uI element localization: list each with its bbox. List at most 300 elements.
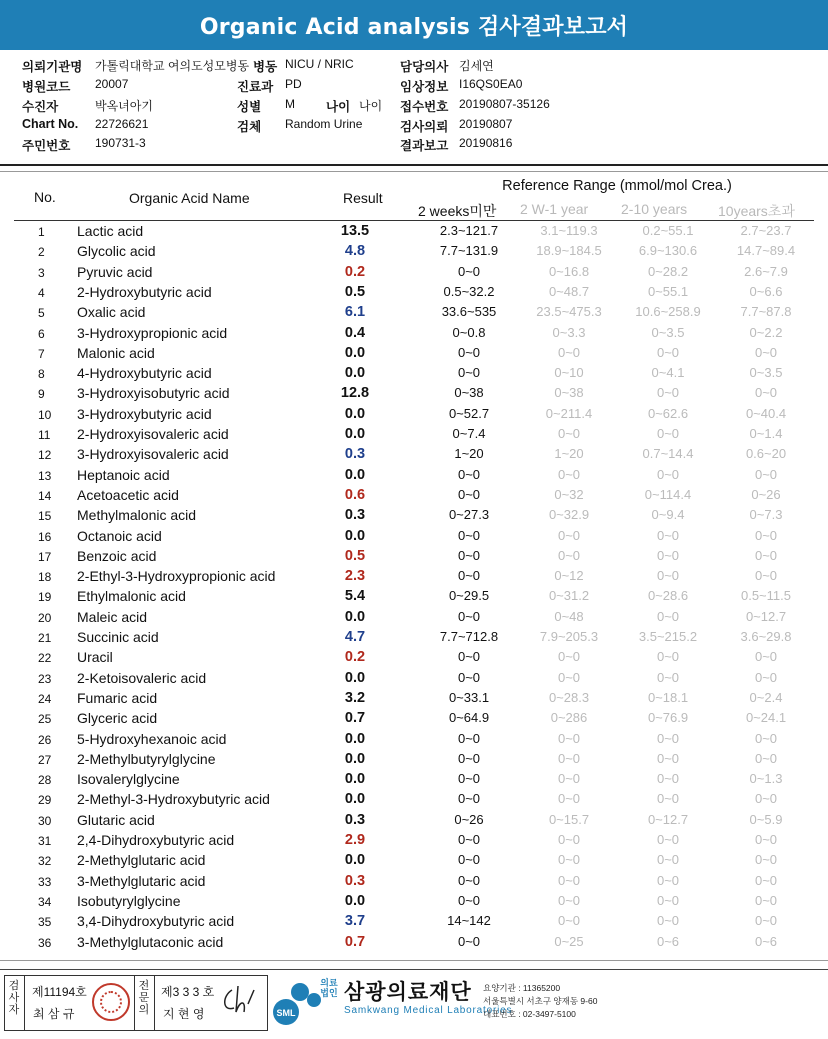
result-value: 0.7 <box>344 710 366 727</box>
acid-name: Isobutyrylglycine <box>77 892 181 909</box>
specimen-label: 검체 <box>237 120 262 134</box>
range-2-weeks: 0~0 <box>457 771 481 787</box>
acid-name: Malonic acid <box>77 344 155 361</box>
row-number: 21 <box>38 631 52 645</box>
range-2-weeks: 0~0 <box>457 365 481 381</box>
result-value: 13.5 <box>340 223 370 239</box>
range-2w-1y: 0~0 <box>557 466 581 482</box>
acid-name: Pyruvic acid <box>77 263 153 280</box>
range-2-10y: 0.2~55.1 <box>642 223 694 238</box>
acid-name: 2-Hydroxybutyric acid <box>77 283 212 300</box>
result-value: 0.7 <box>344 933 366 950</box>
table-row <box>0 487 828 507</box>
table-row <box>0 284 828 304</box>
range-2w-1y: 0~286 <box>550 710 588 726</box>
range-2w-1y: 0~0 <box>557 832 581 847</box>
table-row <box>0 690 828 710</box>
specialist-label: 전문의 <box>138 980 150 1016</box>
range-over-10y: 0~5.9 <box>749 811 783 827</box>
acid-name: Glyceric acid <box>77 710 158 727</box>
range-over-10y: 3.6~29.8 <box>740 629 792 644</box>
range-2-10y: 0~0 <box>656 832 680 847</box>
specimen-value: Random Urine <box>285 117 363 131</box>
range-2-10y: 0~12.7 <box>647 811 689 827</box>
acid-name: Heptanoic acid <box>77 466 170 483</box>
range-over-10y: 0~6 <box>754 933 778 949</box>
acid-name: 3-Hydroxyisobutyric acid <box>77 385 230 402</box>
result-value: 0.0 <box>344 750 366 767</box>
table-row <box>0 325 828 345</box>
acid-name: 2-Hydroxyisovaleric acid <box>77 426 229 442</box>
header-result: Result <box>343 190 383 206</box>
row-number: 11 <box>38 428 51 442</box>
table-row <box>0 771 828 791</box>
result-value: 6.1 <box>344 304 366 321</box>
institution-value: 가톨릭대학교 여의도성모병동 <box>95 59 250 73</box>
resident-no-label: 주민번호 <box>22 139 71 153</box>
range-2-10y: 0~0 <box>656 649 680 665</box>
range-2-10y: 0~0 <box>656 568 680 584</box>
row-number: 27 <box>38 752 52 767</box>
header-range-2: 2 W-1 year <box>520 201 589 217</box>
result-value: 0.0 <box>344 669 366 686</box>
examiner-label: 검사자 <box>8 980 20 1016</box>
table-row <box>0 629 828 649</box>
row-number: 9 <box>38 387 45 402</box>
row-number: 34 <box>38 894 52 909</box>
row-number: 33 <box>38 874 52 889</box>
range-2-10y: 0~0 <box>656 527 680 543</box>
table-top-rule <box>0 171 828 172</box>
range-2-10y: 0~55.1 <box>647 283 689 299</box>
range-2-10y: 0~0 <box>656 385 680 401</box>
range-over-10y: 14.7~89.4 <box>736 243 796 259</box>
acid-name: Succinic acid <box>77 629 159 645</box>
range-2-10y: 0~0 <box>656 608 680 624</box>
range-2w-1y: 3.1~119.3 <box>540 223 598 238</box>
dept-value: PD <box>285 77 302 91</box>
table-row <box>0 223 828 243</box>
header-range-3: 2-10 years <box>621 201 688 217</box>
range-2-10y: 0~0 <box>656 466 680 482</box>
acid-name: Benzoic acid <box>77 547 157 564</box>
range-2-10y: 0~0 <box>656 547 680 563</box>
sig-divider-3 <box>154 976 155 1030</box>
table-row <box>0 345 828 365</box>
row-number: 28 <box>38 773 52 788</box>
acid-name: Isovalerylglycine <box>77 771 180 788</box>
range-over-10y: 0~0 <box>754 344 778 360</box>
sex-label: 성별 <box>237 100 262 114</box>
range-2-weeks: 0~0 <box>457 872 481 888</box>
range-2w-1y: 0~211.4 <box>545 405 593 421</box>
acid-name: Methylmalonic acid <box>77 507 197 524</box>
range-2-weeks: 0~64.9 <box>448 710 490 726</box>
table-row <box>0 507 828 527</box>
range-2-weeks: 0~0.8 <box>452 324 486 340</box>
result-value: 12.8 <box>340 385 370 402</box>
result-value: 0.3 <box>344 872 366 889</box>
row-number: 8 <box>38 367 45 382</box>
result-value: 0.0 <box>344 730 366 747</box>
range-2w-1y: 23.5~475.3 <box>536 304 602 320</box>
range-2-weeks: 0~0 <box>457 852 481 868</box>
range-2-10y: 0~9.4 <box>651 507 685 523</box>
acid-name: Acetoacetic acid <box>77 486 179 503</box>
range-2-weeks: 0~0 <box>457 568 481 584</box>
lab-phone: 대표번호 : 02-3497-5100 <box>483 1009 576 1019</box>
specialist-name: 지 현 영 <box>163 1007 205 1021</box>
range-2w-1y: 0~0 <box>557 730 581 746</box>
range-2-10y: 0~0 <box>656 913 680 929</box>
acid-name: 2-Ketoisovaleric acid <box>77 669 207 686</box>
range-2-weeks: 0~0 <box>457 649 481 665</box>
range-over-10y: 0~2.2 <box>749 324 783 340</box>
range-2-10y: 0~62.6 <box>647 405 689 421</box>
range-2-10y: 0~0 <box>656 750 680 766</box>
table-row <box>0 385 828 405</box>
range-2-weeks: 0~7.4 <box>452 426 486 441</box>
row-number: 23 <box>38 671 52 686</box>
result-value: 0.0 <box>344 852 366 869</box>
logo-text: SML <box>276 1008 296 1018</box>
range-2-weeks: 0~0 <box>457 832 481 847</box>
acid-name: Uracil <box>77 649 113 666</box>
row-number: 29 <box>38 793 52 808</box>
result-value: 0.3 <box>344 811 366 828</box>
age-label: 나이 <box>326 100 351 114</box>
result-value: 0.3 <box>344 507 366 524</box>
range-2-weeks: 7.7~131.9 <box>439 243 499 259</box>
range-2-weeks: 1~20 <box>454 446 484 462</box>
result-value: 0.6 <box>344 486 366 503</box>
range-2-10y: 0~4.1 <box>651 365 685 381</box>
table-row <box>0 731 828 751</box>
acid-name: 3,4-Dihydroxybutyric acid <box>77 913 235 930</box>
official-seal <box>92 983 130 1021</box>
row-number: 36 <box>38 935 52 950</box>
table-row <box>0 812 828 832</box>
range-2-10y: 0~18.1 <box>647 689 689 705</box>
range-2w-1y: 0~12 <box>554 568 584 584</box>
ward-value: NICU / NRIC <box>285 57 354 71</box>
range-2w-1y: 0~16.8 <box>548 263 590 279</box>
report-date-label: 결과보고 <box>400 139 449 153</box>
result-value: 0.4 <box>344 324 366 341</box>
range-2-weeks: 33.6~535 <box>441 304 497 320</box>
range-over-10y: 0.5~11.5 <box>740 588 791 604</box>
range-over-10y: 0~0 <box>754 730 778 746</box>
result-value: 5.4 <box>344 588 366 605</box>
institution-label: 의뢰기관명 <box>22 60 83 74</box>
sig-divider-2 <box>134 976 135 1030</box>
range-2-weeks: 0~0 <box>457 263 481 279</box>
range-2w-1y: 0~25 <box>554 933 584 949</box>
range-over-10y: 0~0 <box>754 832 778 847</box>
row-number: 14 <box>38 488 52 503</box>
acid-name: Lactic acid <box>77 223 144 239</box>
range-2-10y: 0~6 <box>656 933 680 949</box>
range-2-weeks: 0~0 <box>457 344 481 360</box>
row-number: 2 <box>38 245 45 260</box>
table-row <box>0 670 828 690</box>
range-over-10y: 0~40.4 <box>745 405 787 421</box>
table-row <box>0 426 828 446</box>
table-row <box>0 264 828 284</box>
range-2-10y: 0~0 <box>656 426 680 441</box>
range-2w-1y: 18.9~184.5 <box>536 243 602 259</box>
row-number: 32 <box>38 854 52 869</box>
dept-label: 진료과 <box>237 80 274 94</box>
result-value: 4.8 <box>344 243 366 260</box>
acid-name: 2-Methyl-3-Hydroxybutyric acid <box>77 791 270 808</box>
result-value: 0.0 <box>344 791 366 808</box>
range-over-10y: 0~0 <box>754 892 778 908</box>
patient-name-label: 수진자 <box>22 100 59 114</box>
result-value: 0.0 <box>344 466 366 483</box>
range-2-weeks: 2.3~121.7 <box>439 223 499 238</box>
range-2-10y: 0~114.4 <box>644 486 692 502</box>
doctor-label: 담당의사 <box>400 60 449 74</box>
range-over-10y: 0~0 <box>754 913 778 929</box>
range-2w-1y: 0~0 <box>557 892 581 908</box>
range-over-10y: 0~0 <box>754 852 778 868</box>
range-over-10y: 7.7~87.8 <box>740 304 792 320</box>
header-reference: Reference Range (mmol/mol Crea.) <box>502 178 732 194</box>
result-value: 0.0 <box>344 405 366 422</box>
range-2-10y: 0~3.5 <box>651 324 685 340</box>
range-2-weeks: 0~0 <box>457 933 481 949</box>
header-name: Organic Acid Name <box>129 190 250 206</box>
table-row <box>0 934 828 954</box>
range-2-weeks: 0~0 <box>457 547 481 563</box>
range-2w-1y: 0~0 <box>557 791 581 807</box>
clinical-label: 임상정보 <box>400 80 449 94</box>
range-2w-1y: 0~38 <box>554 385 584 401</box>
row-number: 4 <box>38 285 45 300</box>
acid-name: 3-Hydroxypropionic acid <box>77 324 228 341</box>
range-2w-1y: 0~0 <box>557 669 581 685</box>
range-2-weeks: 0~0 <box>457 669 481 685</box>
header-range-4: 10years초과 <box>718 203 795 219</box>
range-over-10y: 0~0 <box>754 750 778 766</box>
age-value: 나이 <box>359 99 383 113</box>
row-number: 16 <box>38 529 52 544</box>
row-number: 26 <box>38 732 52 747</box>
row-number: 3 <box>38 265 45 280</box>
patient-name-value: 박옥녀아기 <box>95 99 153 113</box>
range-2w-1y: 0~0 <box>557 771 581 787</box>
range-2-weeks: 0.5~32.2 <box>443 283 495 299</box>
lab-name: 삼광의료재단 <box>344 981 472 1004</box>
header-range-1: 2 weeks미만 <box>418 203 497 219</box>
lab-type-tag: 의료법인 <box>320 978 338 998</box>
row-number: 30 <box>38 813 52 828</box>
table-row <box>0 588 828 608</box>
range-2w-1y: 0~48.7 <box>548 283 590 299</box>
lab-address: 서울특별시 서초구 양재동 9-60 <box>483 996 598 1006</box>
range-2-10y: 0~28.2 <box>647 263 689 279</box>
header-no: No. <box>34 189 56 205</box>
range-over-10y: 0~0 <box>754 385 778 401</box>
chart-no-value: 22726621 <box>95 117 149 131</box>
range-2-weeks: 0~26 <box>454 811 484 827</box>
range-2-weeks: 0~29.5 <box>448 588 490 604</box>
range-over-10y: 0~1.3 <box>749 771 783 787</box>
range-2w-1y: 0~10 <box>554 365 584 381</box>
result-value: 0.5 <box>344 547 366 564</box>
table-row <box>0 609 828 629</box>
range-2w-1y: 0~32 <box>554 486 584 502</box>
range-over-10y: 0~1.4 <box>749 426 783 441</box>
row-number: 24 <box>38 691 52 706</box>
range-over-10y: 0~12.7 <box>745 608 787 624</box>
range-2-10y: 10.6~258.9 <box>635 304 701 320</box>
sig-divider-1 <box>24 976 25 1030</box>
lab-code: 요양기관 : 11365200 <box>483 983 561 993</box>
range-over-10y: 0~0 <box>754 791 778 807</box>
range-2-weeks: 0~52.7 <box>448 405 490 421</box>
examiner-license: 제11194호 <box>32 985 87 999</box>
range-over-10y: 0.6~20 <box>745 446 787 462</box>
row-number: 25 <box>38 712 52 727</box>
acid-name: Ethylmalonic acid <box>77 588 186 605</box>
acid-name: 5-Hydroxyhexanoic acid <box>77 730 227 747</box>
row-number: 1 <box>38 225 45 239</box>
range-over-10y: 0~0 <box>754 669 778 685</box>
range-2-10y: 0~76.9 <box>647 710 689 726</box>
table-row <box>0 710 828 730</box>
range-2-10y: 0~0 <box>656 730 680 746</box>
acid-name: 2,4-Dihydroxybutyric acid <box>77 832 235 848</box>
range-2-10y: 0.7~14.4 <box>642 446 694 462</box>
range-2w-1y: 0~48 <box>554 608 584 624</box>
range-2-weeks: 0~0 <box>457 486 481 502</box>
range-2w-1y: 0~3.3 <box>552 324 586 340</box>
table-row <box>0 528 828 548</box>
row-number: 17 <box>38 549 52 564</box>
range-2w-1y: 0~0 <box>557 527 581 543</box>
range-2w-1y: 1~20 <box>554 446 584 462</box>
table-row <box>0 446 828 466</box>
receipt-value: 20190807-35126 <box>459 97 550 111</box>
result-value: 0.5 <box>344 283 366 300</box>
patient-info <box>0 50 828 162</box>
range-over-10y: 0~0 <box>754 872 778 888</box>
range-2-weeks: 0~27.3 <box>448 507 490 523</box>
result-value: 4.7 <box>344 629 366 645</box>
range-2w-1y: 0~32.9 <box>548 507 590 523</box>
hospital-code-value: 20007 <box>95 77 129 91</box>
handwritten-signature <box>218 982 262 1018</box>
range-2w-1y: 0~0 <box>557 852 581 868</box>
result-value: 0.0 <box>344 344 366 361</box>
table-row <box>0 467 828 487</box>
table-bottom-rule <box>0 960 828 961</box>
range-over-10y: 0~26 <box>751 486 781 502</box>
info-divider <box>0 164 828 166</box>
resident-no-value: 190731-3 <box>95 136 146 150</box>
row-number: 20 <box>38 610 52 625</box>
report-date-value: 20190816 <box>459 136 513 150</box>
result-value: 3.2 <box>344 689 366 706</box>
row-number: 31 <box>38 834 52 848</box>
range-2-weeks: 0~0 <box>457 730 481 746</box>
request-value: 20190807 <box>459 117 513 131</box>
result-value: 0.2 <box>344 649 366 666</box>
range-2w-1y: 0~0 <box>557 750 581 766</box>
result-value: 0.0 <box>344 365 366 382</box>
range-over-10y: 2.7~23.7 <box>740 223 792 238</box>
doctor-value: 김세연 <box>459 59 494 73</box>
result-value: 3.7 <box>344 913 366 930</box>
hospital-code-label: 병원코드 <box>22 80 71 94</box>
range-over-10y: 0~6.6 <box>749 283 783 299</box>
range-2-weeks: 7.7~712.8 <box>439 629 499 644</box>
header-underline <box>14 220 814 221</box>
range-over-10y: 0~0 <box>754 568 778 584</box>
acid-name: Fumaric acid <box>77 689 158 706</box>
row-number: 15 <box>38 509 52 524</box>
table-row <box>0 791 828 811</box>
range-2w-1y: 0~28.3 <box>548 689 590 705</box>
acid-name: 3-Hydroxybutyric acid <box>77 405 212 422</box>
range-2-weeks: 0~0 <box>457 608 481 624</box>
acid-name: 3-Methylglutaric acid <box>77 872 206 889</box>
acid-name: 4-Hydroxybutyric acid <box>77 365 212 382</box>
range-2w-1y: 0~0 <box>557 872 581 888</box>
receipt-label: 접수번호 <box>400 100 449 114</box>
report-title: Organic Acid analysis 검사결과보고서 <box>199 14 629 40</box>
range-2-weeks: 0~0 <box>457 466 481 482</box>
table-row <box>0 893 828 913</box>
range-2-weeks: 0~0 <box>457 892 481 908</box>
report-banner <box>0 0 828 50</box>
range-2w-1y: 0~0 <box>557 547 581 563</box>
acid-name: Maleic acid <box>77 608 148 625</box>
range-2w-1y: 0~15.7 <box>548 811 590 827</box>
acid-name: Glutaric acid <box>77 811 155 828</box>
range-2-10y: 0~0 <box>656 771 680 787</box>
acid-name: Oxalic acid <box>77 304 146 321</box>
range-2-10y: 0~0 <box>656 344 680 360</box>
table-row <box>0 548 828 568</box>
row-number: 35 <box>38 915 52 930</box>
range-over-10y: 0~0 <box>754 547 778 563</box>
table-row <box>0 873 828 893</box>
row-number: 10 <box>38 407 52 422</box>
range-2w-1y: 7.9~205.3 <box>539 629 599 644</box>
range-2-10y: 0~0 <box>656 791 680 807</box>
table-row <box>0 304 828 324</box>
table-row <box>0 365 828 385</box>
chart-no-label: Chart No. <box>22 117 79 131</box>
range-over-10y: 0~0 <box>754 649 778 665</box>
result-value: 0.0 <box>344 608 366 625</box>
range-2w-1y: 0~0 <box>557 913 581 929</box>
table-row <box>0 243 828 263</box>
acid-name: 3-Methylglutaconic acid <box>77 933 224 950</box>
range-2-10y: 0~28.6 <box>647 588 689 604</box>
range-over-10y: 0~3.5 <box>749 365 783 381</box>
range-2w-1y: 0~0 <box>557 344 581 360</box>
row-number: 6 <box>38 326 45 341</box>
range-2-10y: 6.9~130.6 <box>638 243 698 259</box>
result-value: 2.9 <box>344 832 366 848</box>
table-row <box>0 852 828 872</box>
range-2-10y: 0~0 <box>656 872 680 888</box>
range-2-weeks: 0~0 <box>457 791 481 807</box>
